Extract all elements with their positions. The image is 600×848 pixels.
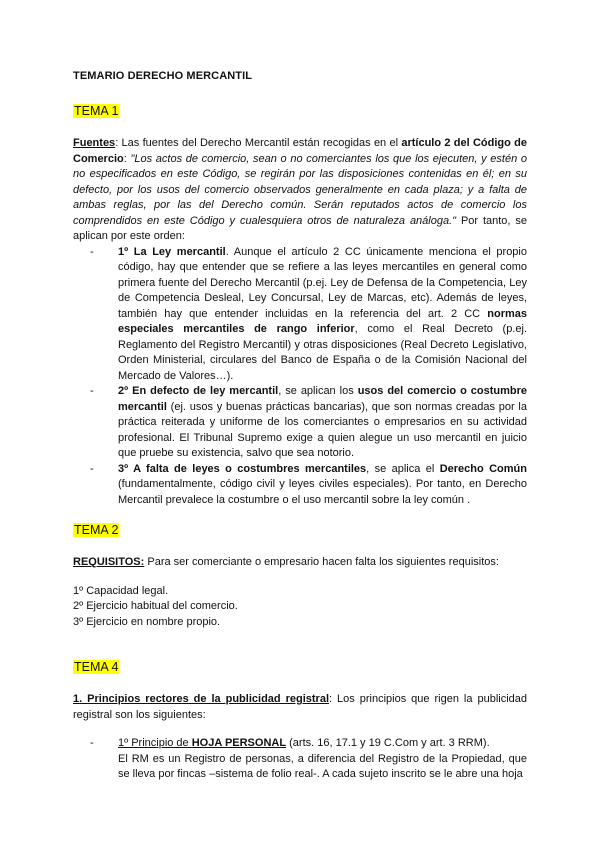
requisitos-label: REQUISITOS: bbox=[73, 556, 145, 568]
fuentes-label: Fuentes bbox=[73, 137, 116, 149]
requisitos-paragraph bbox=[73, 555, 527, 571]
list-item bbox=[118, 736, 527, 783]
fuentes-article-ref: artículo 2 del Código de Comercio bbox=[73, 137, 527, 165]
fuentes-colon: : bbox=[123, 152, 131, 165]
principio-lead bbox=[118, 737, 286, 749]
list-item bbox=[118, 384, 527, 462]
principios-label: 1. Principios rectores de la publicidad registral bbox=[73, 693, 330, 705]
item-lead: 2º En defecto de ley mercantil bbox=[118, 385, 279, 397]
list-item bbox=[118, 462, 527, 509]
fuentes-after-quote: Por tanto, se aplican por este orden: bbox=[73, 214, 527, 242]
fuentes-quote: "Los actos de comercio, sean o no comerciantes los que los ejecuten, y estén o no especificados en este Código, se regirán por las disposiciones contenidas en él; en su defecto, por los usos del comercio observados generalmente en cada plaza; y a falta de ambas reglas, por las del Derecho común. Serán reputados actos de comercio los comprendidos en este Código y cualesquiera otros de naturaleza análoga." bbox=[73, 152, 527, 227]
fuentes-paragraph bbox=[73, 136, 527, 245]
item-bold: usos del comercio o costumbre mercantil bbox=[118, 385, 527, 413]
section-tema-1 bbox=[73, 102, 527, 508]
item-lead: 1º La Ley mercantil bbox=[118, 245, 226, 258]
item-text: , se aplica el bbox=[366, 462, 440, 475]
item-text: . Aunque el artículo 2 CC únicamente menciona el propio código, hay que entender que se refiere a las leyes mercantiles en general como primera fuente del Derecho Mercantil (p.ej. Ley de Defensa de la Competencia, Ley de Competencia Desleal, Ley Concursal, Ley de Marcas, etc). Además de leyes, también hay que entender incluidas en la referencia del art. 2 CC bbox=[118, 245, 527, 320]
principios-text: : Los principios que rigen la publicidad registral son los siguientes: bbox=[73, 693, 527, 721]
item-text: , se aplican los bbox=[278, 385, 358, 397]
tema-4-heading: TEMA 4 bbox=[74, 660, 119, 674]
item-text: , como el Real Decreto (p.ej. Reglamento del Registro Mercantil) y otras disposiciones (Real Decreto Legislativo, Orden Ministerial, circulares del Banco de España o de la Comisión Nacional del Mercado de Valores…). bbox=[118, 323, 528, 382]
item-text: (fundamentalmente, código civil y leyes civiles especiales). Por tanto, en Derecho Mercantil prevalece la costumbre o el uso mercantil sobre la ley común . bbox=[118, 478, 527, 506]
section-tema-2 bbox=[73, 521, 527, 630]
principio-lead-bold: HOJA PERSONAL bbox=[191, 737, 287, 749]
requisitos-text: Para ser comerciante o empresario hacen falta los siguientes requisitos: bbox=[144, 556, 499, 568]
fuentes-list bbox=[73, 245, 527, 509]
document-title: TEMARIO DERECHO MERCANTIL bbox=[73, 70, 253, 82]
principio-refs: (arts. 16, 17.1 y 19 C.Com y art. 3 RRM). bbox=[286, 737, 490, 749]
list-item bbox=[118, 245, 527, 385]
item-bold: normas especiales mercantiles de rango inferior bbox=[118, 307, 527, 335]
requisito-item: 1º Capacidad legal. bbox=[73, 584, 169, 597]
tema-1-heading: TEMA 1 bbox=[74, 104, 119, 118]
item-bold: Derecho Común bbox=[439, 462, 527, 475]
fuentes-intro: : Las fuentes del Derecho Mercantil están recogidas en el bbox=[115, 137, 402, 149]
requisito-item: 2º Ejercicio habitual del comercio. bbox=[73, 600, 238, 612]
section-tema-4 bbox=[73, 658, 527, 783]
item-text: (ej. usos y buenas prácticas bancarias), que son normas creadas por la práctica reiterada y uniforme de los comerciantes o empresarios en su actividad profesional. El Tribunal Supremo exige a quien alegue un uso mercantil en juicio que pruebe su existencia, salvo que sea notorio. bbox=[118, 400, 527, 459]
principios-list bbox=[73, 736, 527, 783]
principio-body: El RM es un Registro de personas, a diferencia del Registro de la Propiedad, que se lleva por fincas –sistema de folio real-. A cada sujeto inscrito se le abre una hoja bbox=[118, 752, 527, 780]
requisito-item: 3º Ejercicio en nombre propio. bbox=[73, 615, 221, 628]
tema-2-heading: TEMA 2 bbox=[74, 523, 119, 537]
item-lead: 3º A falta de leyes o costumbres mercantiles bbox=[118, 462, 367, 475]
principios-paragraph bbox=[73, 692, 527, 723]
principio-lead-plain: 1º Principio de bbox=[118, 737, 192, 749]
